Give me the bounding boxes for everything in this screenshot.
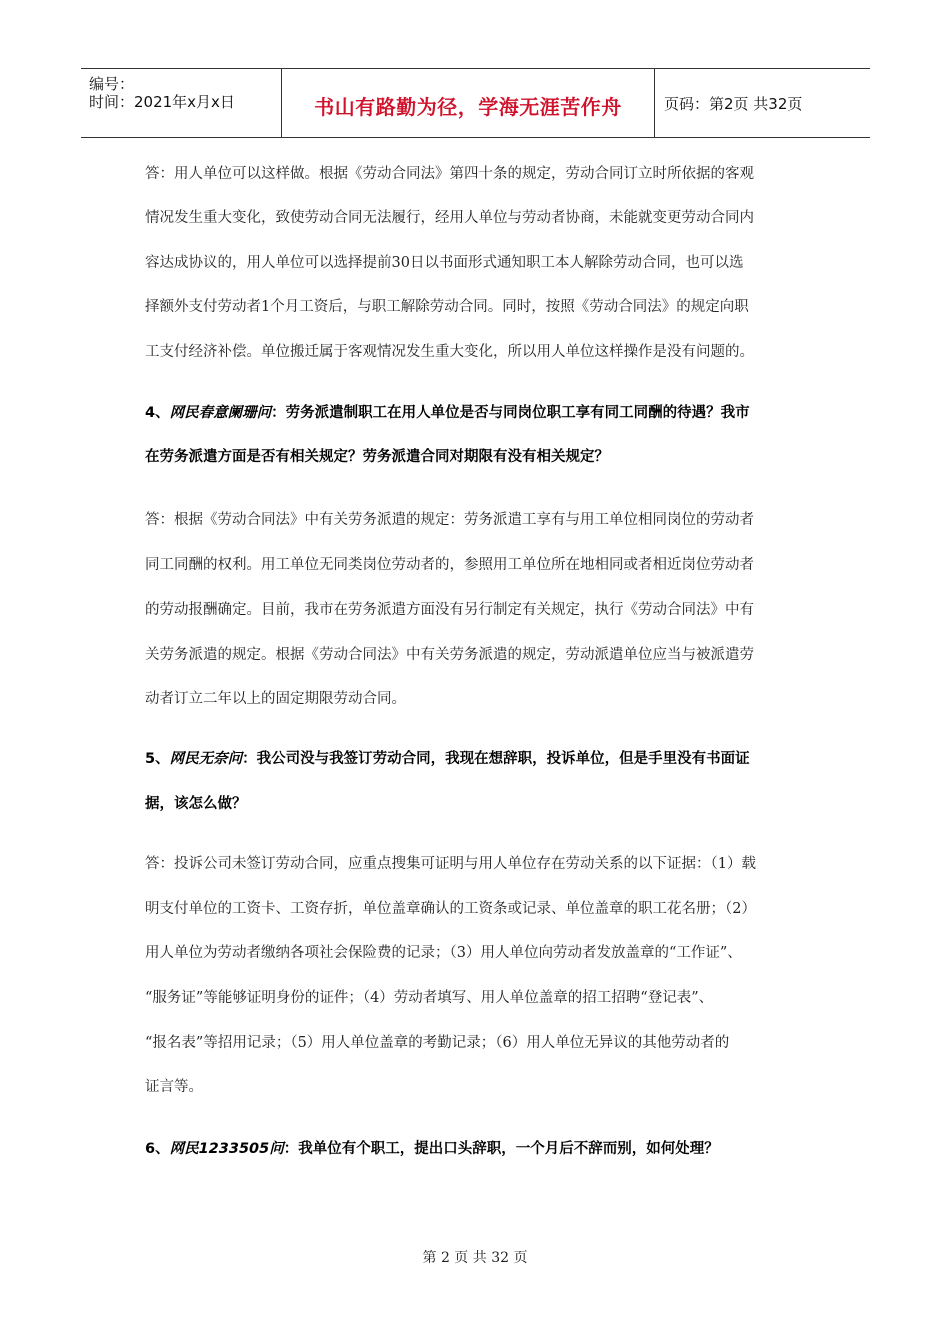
answer-line: 明支付单位的工资卡、工资存折，单位盖章确认的工资条或记录、单位盖章的职工花名册；（2）	[145, 901, 756, 917]
answer-line: 工支付经济补偿。单位搬迁属于客观情况发生重大变化，所以用人单位这样操作是没有问题的。	[145, 344, 754, 360]
question-number: 5、	[145, 751, 170, 767]
page-info: 页码：第2页 共32页	[664, 95, 803, 113]
motto: 书山有路勤为径，学海无涯苦作舟	[314, 95, 622, 119]
asker-name: 网民无奈问	[169, 751, 243, 767]
question-text: ：我单位有个职工，提出口头辞职，一个月后不辞而别，如何处理？	[283, 1141, 719, 1157]
header-meta-cell	[81, 69, 281, 137]
answer-line: 用人单位为劳动者缴纳各项社会保险费的记录；（3）用人单位向劳动者发放盖章的“工作证”、	[145, 945, 742, 961]
question-line	[145, 747, 750, 768]
answer-line: 答：投诉公司未签订劳动合同，应重点搜集可证明与用人单位存在劳动关系的以下证据：（1）载	[145, 856, 756, 872]
answer-line: 容达成协议的，用人单位可以选择提前30日以书面形式通知职工本人解除劳动合同，也可以选	[145, 255, 744, 271]
asker-name: 网民春意阑珊问	[169, 405, 272, 421]
answer-line: 证言等。	[145, 1079, 203, 1095]
question-text: ：我公司没与我签订劳动合同，我现在想辞职，投诉单位，但是手里没有书面证	[242, 751, 750, 767]
answer-line: 同工同酬的权利。用工单位无同类岗位劳动者的，参照用工单位所在地相同或者相近岗位劳动者	[145, 557, 754, 573]
page-header	[81, 68, 870, 138]
serial-number: 编号：	[89, 75, 135, 93]
document-time: 时间：2021年x月x日	[89, 93, 235, 111]
question-line: 据，该怎么做？	[145, 796, 247, 812]
answer-line: 动者订立二年以上的固定期限劳动合同。	[145, 691, 406, 707]
header-motto-cell	[281, 69, 655, 137]
header-page-cell	[654, 69, 870, 137]
answer-line: “报名表”等招用记录；（5）用人单位盖章的考勤记录；（6）用人单位无异议的其他劳动者的	[145, 1035, 730, 1051]
asker-name: 网民1233505问	[169, 1141, 284, 1157]
page-footer: 第 2 页 共 32 页	[422, 1250, 528, 1266]
answer-line: “服务证”等能够证明身份的证件；（4）劳动者填写、用人单位盖章的招工招聘“登记表”、	[145, 990, 714, 1006]
answer-line: 的劳动报酬确定。目前，我市在劳务派遣方面没有另行制定有关规定，执行《劳动合同法》中有	[145, 602, 754, 618]
answer-line: 情况发生重大变化，致使劳动合同无法履行，经用人单位与劳动者协商，未能就变更劳动合同内	[145, 210, 754, 226]
answer-line: 答：用人单位可以这样做。根据《劳动合同法》第四十条的规定，劳动合同订立时所依据的客观	[145, 166, 754, 182]
question-line	[145, 401, 750, 422]
question-number: 6、	[145, 1141, 170, 1157]
question-line	[145, 1137, 719, 1158]
question-text: ：劳务派遣制职工在用人单位是否与同岗位职工享有同工同酬的待遇？我市	[271, 405, 750, 421]
question-line: 在劳务派遣方面是否有相关规定？劳务派遣合同对期限有没有相关规定？	[145, 449, 609, 465]
answer-line: 择额外支付劳动者1个月工资后，与职工解除劳动合同。同时，按照《劳动合同法》的规定向职	[145, 299, 749, 315]
answer-line: 关劳务派遣的规定。根据《劳动合同法》中有关劳务派遣的规定，劳动派遣单位应当与被派遣劳	[145, 647, 754, 663]
answer-line: 答：根据《劳动合同法》中有关劳务派遣的规定：劳务派遣工享有与用工单位相同岗位的劳动者	[145, 512, 754, 528]
question-number: 4、	[145, 405, 170, 421]
